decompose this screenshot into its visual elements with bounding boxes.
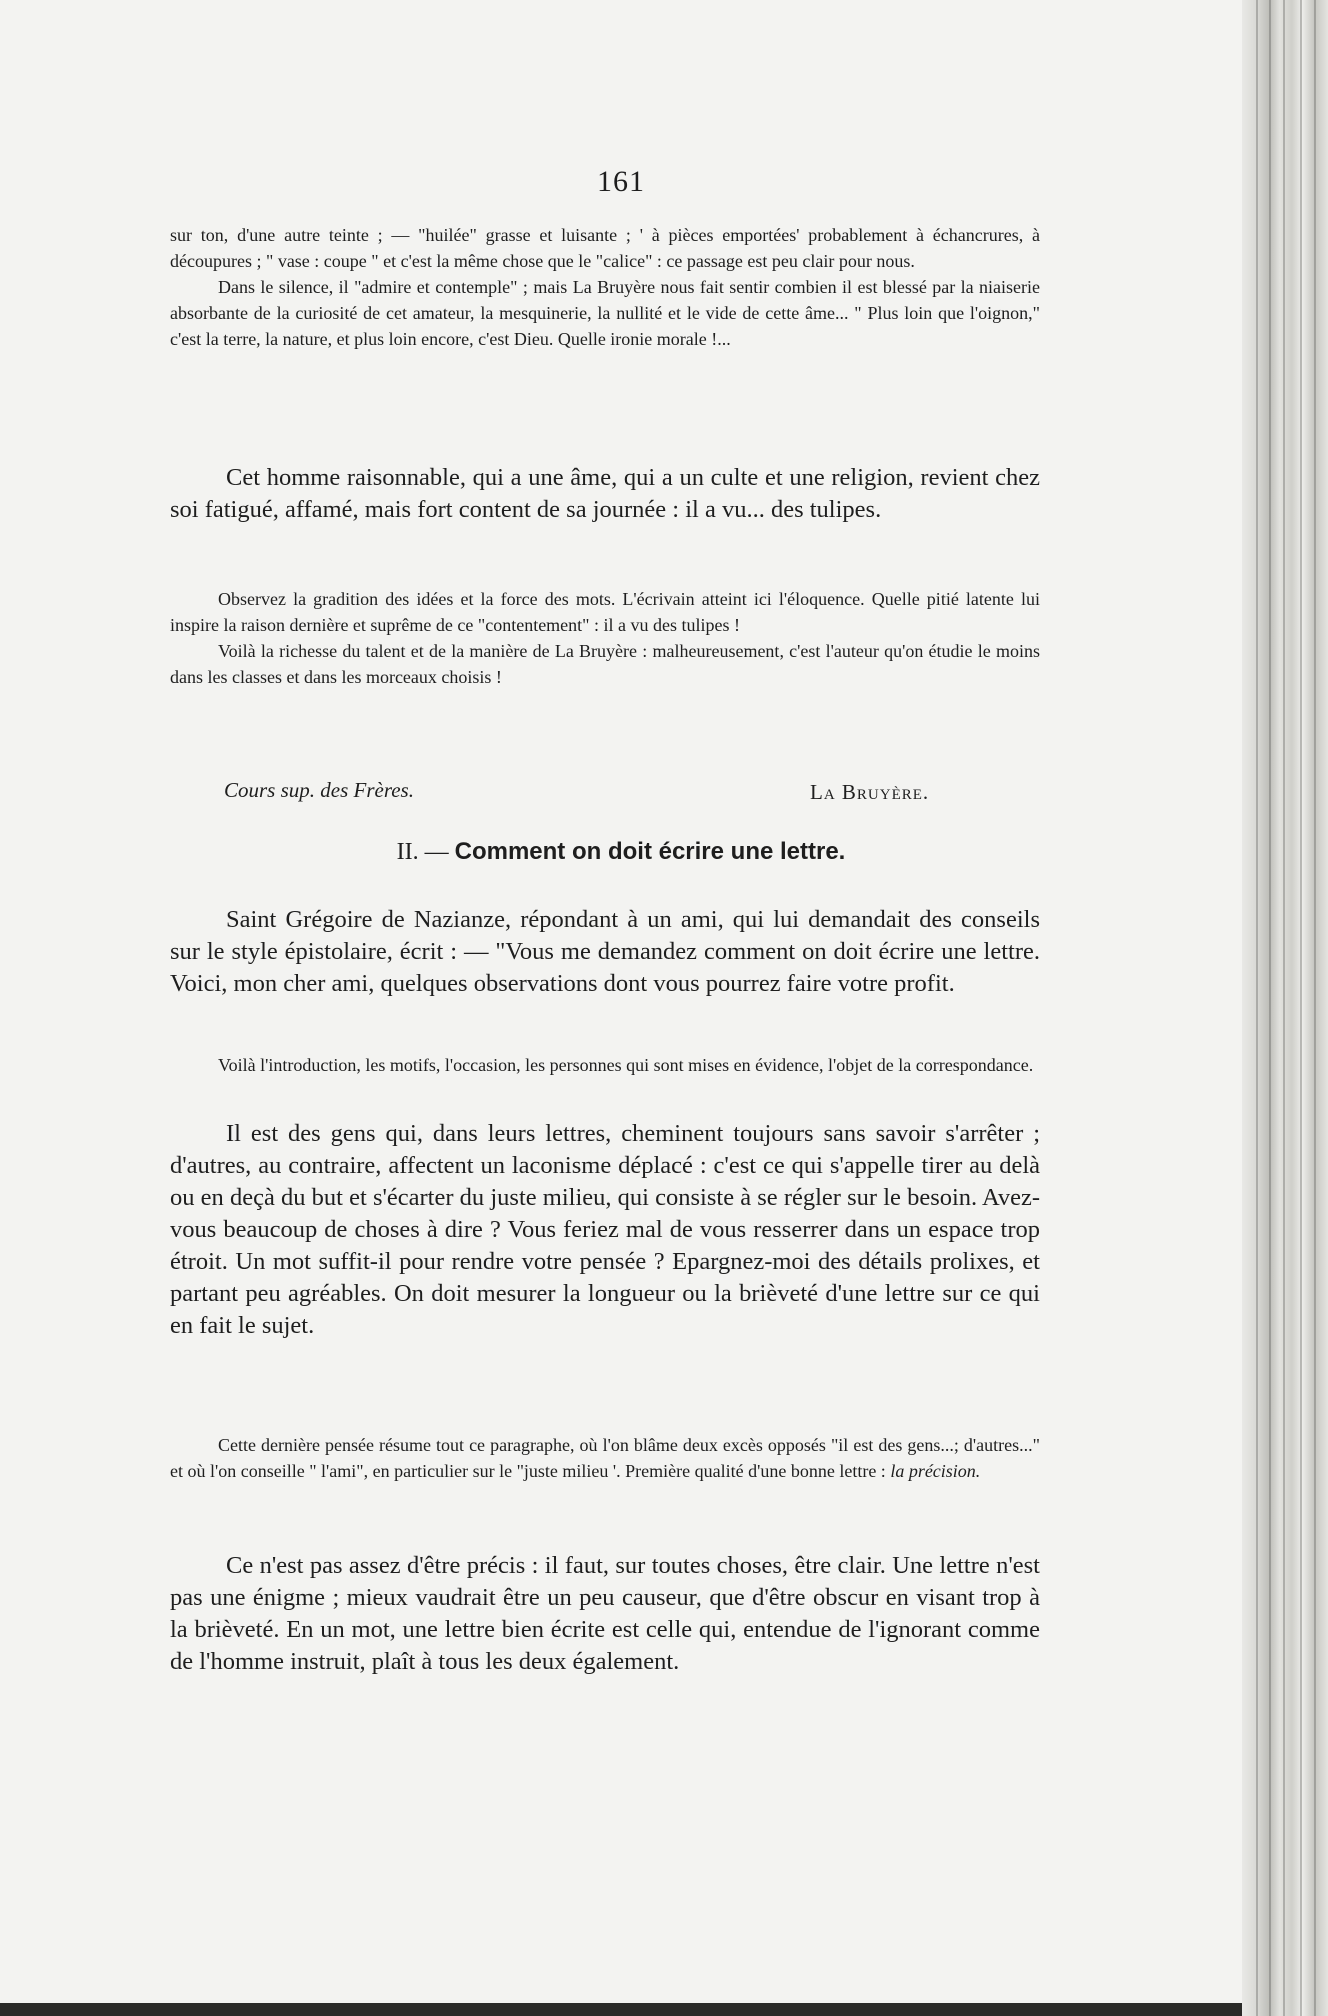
commentary-paragraph: Dans le silence, il "admire et contemple" ; mais La Bruyère nous fait sentir combien il est blessé par la niaiserie absorbante de la curiosité de cet amateur, la mesquinerie, la nullité et le vide de cette âme... " Plus loin que l'oignon," c'est la terre, la nature, et plus loin encore, c'est Dieu. Quelle ironie morale !...	[170, 277, 1040, 349]
quote-block-1	[170, 462, 1040, 526]
page-bottom-edge	[0, 2003, 1242, 2016]
section-title: Comment on doit écrire une lettre.	[454, 838, 846, 865]
commentary-paragraph: Voilà l'introduction, les motifs, l'occasion, les personnes qui sont mises en évidence, l'objet de la correspondance.	[218, 1055, 1034, 1075]
commentary-paragraph: Voilà la richesse du talent et de la manière de La Bruyère : malheureusement, c'est l'auteur qu'on étudie le moins dans les classes et dans les morceaux choisis !	[170, 641, 1040, 687]
quote-block-4	[170, 1550, 1040, 1678]
quote-paragraph: Saint Grégoire de Nazianze, répondant à un ami, qui lui demandait des conseils sur le style épistolaire, écrit : — "Vous me demandez comment on doit écrire une lettre. Voici, mon cher ami, quelques observations dont vous pourrez faire votre profit.	[170, 906, 1040, 997]
quote-block-3	[170, 1118, 1040, 1342]
quote-block-2	[170, 904, 1040, 1000]
source-citation: Cours sup. des Frères.	[224, 778, 414, 802]
page-number: 161	[597, 165, 645, 198]
commentary-text: Cette dernière pensée résume tout ce paragraphe, où l'on blâme deux excès opposés "il est des gens...; d'autres..." et où l'on conseille " l'ami", en particulier sur le "juste milieu '. Première qualité d'une bonne lettre :	[170, 1435, 1040, 1481]
commentary-block-4	[170, 1432, 1040, 1484]
commentary-paragraph: Observez la gradition des idées et la force des mots. L'écrivain atteint ici l'éloquence. Quelle pitié latente lui inspire la raison dernière et suprême de ce "contentement" : il a vu des tulipes !	[170, 589, 1040, 635]
commentary-block-2	[170, 586, 1040, 690]
commentary-paragraph: sur ton, d'une autre teinte ; — "huilée" grasse et luisante ; ' à pièces emportées' probablement à échancrures, à découpures ; " vase : coupe " et c'est la même chose que le "calice" : ce passage est peu clair pour nous.	[170, 225, 1040, 271]
book-spine	[1242, 0, 1328, 2016]
commentary-block-1	[170, 222, 1040, 352]
author-signature: La Bruyère.	[810, 780, 930, 804]
quote-paragraph: Ce n'est pas assez d'être précis : il faut, sur toutes choses, être clair. Une lettre n'est pas une énigme ; mieux vaudrait être un peu causeur, que d'être obscur en visant trop à la brièveté. En un mot, une lettre bien écrite est celle qui, entendue de l'ignorant comme de l'homme instruit, plaît à tous les deux également.	[170, 1552, 1040, 1675]
commentary-block-3	[170, 1052, 1040, 1078]
quote-paragraph: Il est des gens qui, dans leurs lettres, cheminent toujours sans savoir s'arrêter ; d'autres, au contraire, affectent un laconisme déplacé : c'est ce qui s'appelle tirer au delà ou en deçà du but et s'écarter du juste milieu, qui consiste à se régler sur le besoin. Avez-vous beaucoup de choses à dire ? Vous feriez mal de vous resserrer dans un espace trop étroit. Un mot suffit-il pour rendre votre pensée ? Epargnez-moi des détails prolixes, et partant peu agréables. On doit mesurer la longueur ou la brièveté d'une lettre sur ce qui en fait le sujet.	[170, 1120, 1040, 1339]
quote-paragraph: Cet homme raisonnable, qui a une âme, qui a un culte et une religion, revient chez soi fatigué, affamé, mais fort content de sa journée : il a vu... des tulipes.	[170, 464, 1040, 523]
section-number: II. —	[396, 839, 449, 865]
section-heading	[0, 838, 1242, 866]
emphasis-text: la précision.	[890, 1461, 981, 1481]
commentary-paragraph	[170, 1432, 1040, 1484]
